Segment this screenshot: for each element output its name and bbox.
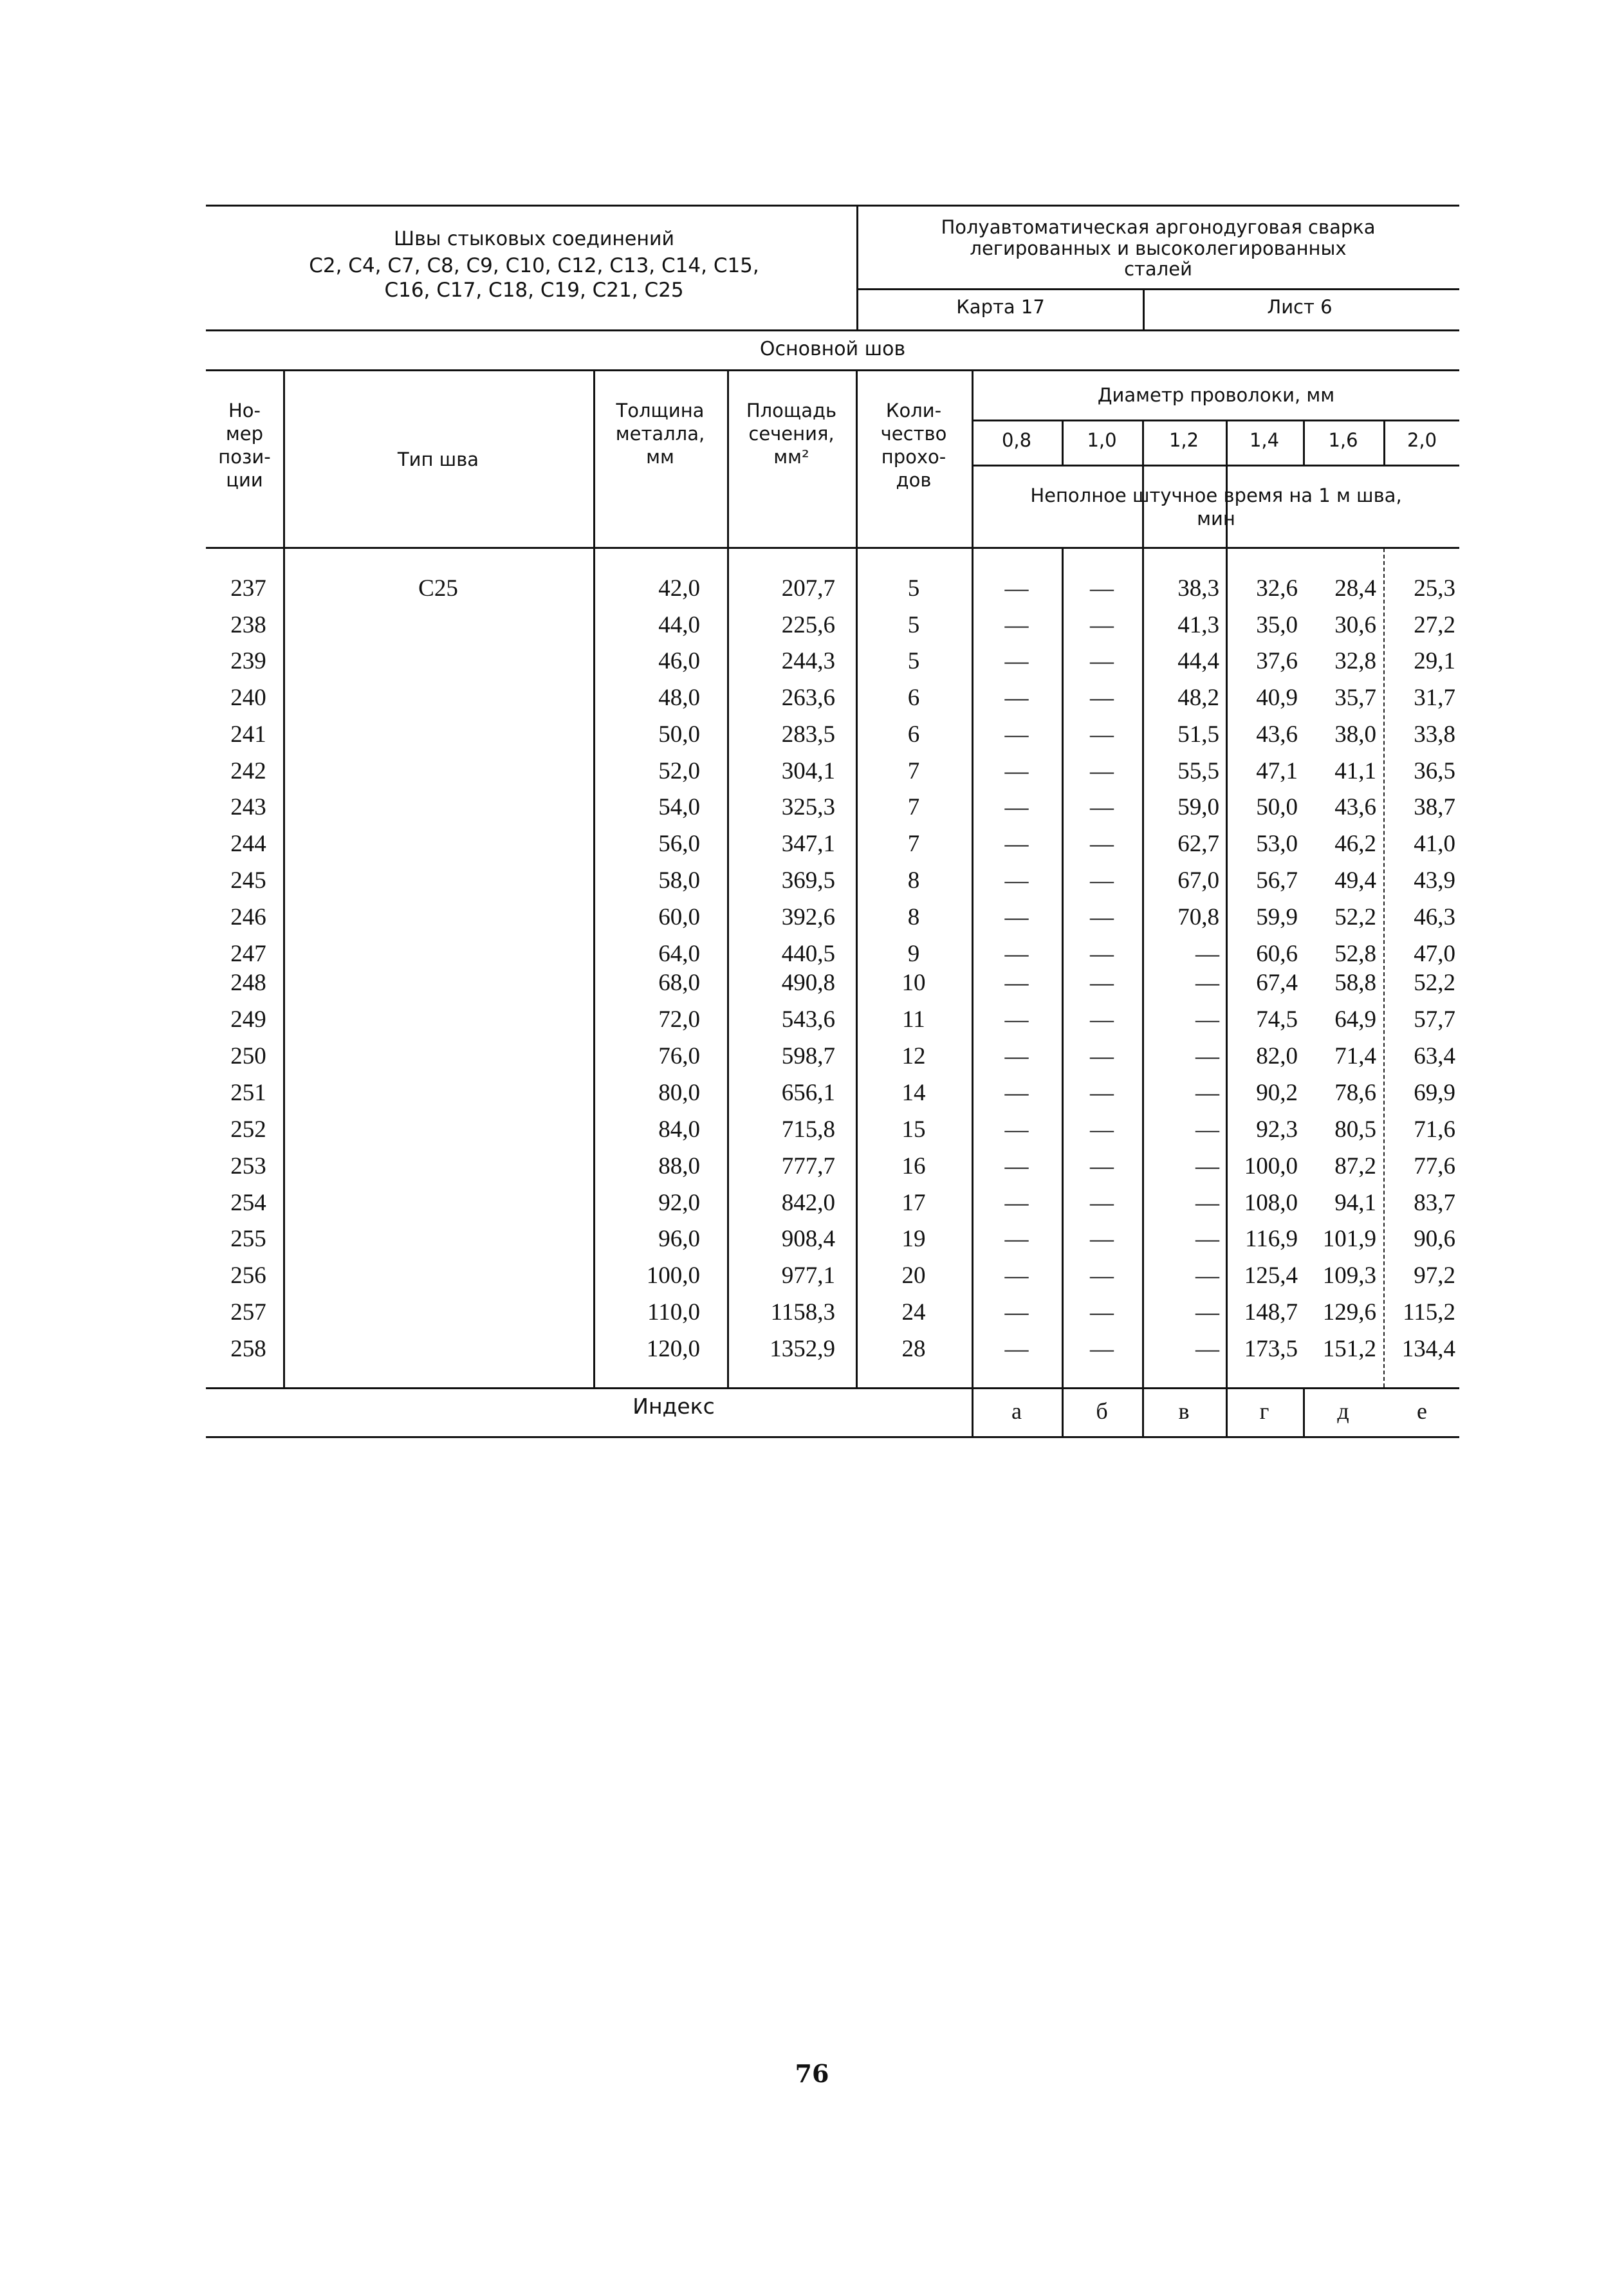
row-time-cell: — bbox=[1004, 721, 1029, 748]
row-time-cell: 33,8 bbox=[1414, 721, 1455, 748]
index-letter: г bbox=[1259, 1398, 1269, 1424]
passes-header: Коли- чество прохо- дов bbox=[880, 400, 947, 491]
seam-type-header: Тип шва bbox=[397, 448, 479, 470]
row-time-cell: — bbox=[1004, 867, 1029, 894]
row-position: 244 bbox=[230, 831, 266, 857]
row-time-cell: 38,3 bbox=[1177, 575, 1219, 602]
col-divider-type bbox=[593, 371, 595, 1387]
row-time-cell: — bbox=[1004, 1262, 1029, 1289]
row-time-cell: 59,0 bbox=[1177, 794, 1219, 820]
row-area: 1158,3 bbox=[770, 1299, 835, 1325]
row-position: 254 bbox=[230, 1190, 266, 1216]
row-time-cell: 44,4 bbox=[1177, 648, 1219, 674]
row-time-cell: 43,9 bbox=[1414, 867, 1455, 894]
row-passes: 5 bbox=[907, 575, 920, 602]
header-right-line3: сталей bbox=[1124, 258, 1192, 280]
table-bottom-rule bbox=[206, 1387, 1459, 1389]
row-time-cell: 108,0 bbox=[1244, 1190, 1298, 1216]
row-passes: 12 bbox=[901, 1043, 926, 1069]
row-time-cell: 62,7 bbox=[1177, 831, 1219, 857]
row-time-cell: — bbox=[1090, 794, 1114, 820]
row-position: 258 bbox=[230, 1336, 266, 1362]
row-time-cell: 116,9 bbox=[1245, 1226, 1298, 1252]
row-time-cell: 47,0 bbox=[1414, 941, 1455, 967]
card-number: Карта 17 bbox=[956, 296, 1045, 318]
row-time-cell: — bbox=[1004, 1336, 1029, 1362]
row-time-cell: 41,3 bbox=[1177, 612, 1219, 638]
row-area: 263,6 bbox=[781, 685, 835, 711]
row-thickness: 96,0 bbox=[658, 1226, 700, 1252]
row-time-cell: — bbox=[1195, 970, 1219, 996]
dia-2-0: 2,0 bbox=[1407, 429, 1437, 451]
row-position: 251 bbox=[230, 1080, 266, 1106]
row-time-cell: 29,1 bbox=[1414, 648, 1455, 674]
row-time-cell: — bbox=[1090, 941, 1114, 967]
row-time-cell: 55,5 bbox=[1177, 758, 1219, 784]
row-thickness: 56,0 bbox=[658, 831, 700, 857]
row-passes: 5 bbox=[907, 612, 920, 638]
row-time-cell: — bbox=[1090, 1336, 1114, 1362]
row-time-cell: 37,6 bbox=[1256, 648, 1298, 674]
row-position: 246 bbox=[230, 904, 266, 930]
row-time-cell: 51,5 bbox=[1177, 721, 1219, 748]
row-time-cell: 35,7 bbox=[1334, 685, 1376, 711]
row-area: 369,5 bbox=[781, 867, 835, 894]
row-area: 598,7 bbox=[781, 1043, 835, 1069]
row-thickness: 52,0 bbox=[658, 758, 700, 784]
diameter-rule bbox=[972, 420, 1459, 421]
row-time-cell: 50,0 bbox=[1256, 794, 1298, 820]
dia-0-8: 0,8 bbox=[1001, 429, 1032, 451]
row-passes: 8 bbox=[907, 867, 920, 894]
row-passes: 10 bbox=[901, 970, 926, 996]
row-time-cell: — bbox=[1004, 970, 1029, 996]
row-time-cell: — bbox=[1004, 758, 1029, 784]
row-time-cell: — bbox=[1195, 1299, 1219, 1325]
row-time-cell: — bbox=[1004, 575, 1029, 602]
dia-1-4: 1,4 bbox=[1249, 429, 1280, 451]
row-time-cell: — bbox=[1195, 1153, 1219, 1179]
row-thickness: 58,0 bbox=[658, 867, 700, 894]
row-thickness: 88,0 bbox=[658, 1153, 700, 1179]
row-time-cell: 46,2 bbox=[1334, 831, 1376, 857]
row-time-cell: 57,7 bbox=[1414, 1006, 1455, 1033]
row-area: 244,3 bbox=[781, 648, 835, 674]
row-time-cell: 28,4 bbox=[1334, 575, 1376, 602]
row-time-cell: — bbox=[1004, 1043, 1029, 1069]
row-position: 242 bbox=[230, 758, 266, 784]
row-passes: 19 bbox=[901, 1226, 926, 1252]
row-position: 249 bbox=[230, 1006, 266, 1033]
row-time-cell: — bbox=[1195, 1043, 1219, 1069]
row-time-cell: 77,6 bbox=[1414, 1153, 1455, 1179]
row-time-cell: — bbox=[1004, 1006, 1029, 1033]
row-time-cell: — bbox=[1004, 1190, 1029, 1216]
row-time-cell: 25,3 bbox=[1414, 575, 1455, 602]
row-time-cell: — bbox=[1004, 1116, 1029, 1143]
row-time-cell: 109,3 bbox=[1322, 1262, 1376, 1289]
row-time-cell: 59,9 bbox=[1256, 904, 1298, 930]
dia-1-2: 1,2 bbox=[1168, 429, 1199, 451]
row-time-cell: — bbox=[1195, 1116, 1219, 1143]
header-card-divider bbox=[1143, 290, 1145, 329]
row-time-cell: — bbox=[1004, 612, 1029, 638]
row-time-cell: 58,8 bbox=[1334, 970, 1376, 996]
row-time-cell: — bbox=[1004, 1226, 1029, 1252]
position-header: Но- мер пози- ции bbox=[218, 400, 271, 491]
row-time-cell: 134,4 bbox=[1401, 1336, 1455, 1362]
row-thickness: 42,0 bbox=[658, 575, 700, 602]
thickness-header: Толщина металла, мм bbox=[615, 400, 705, 468]
row-time-cell: 100,0 bbox=[1244, 1153, 1298, 1179]
header-left-line2: С2, С4, С7, С8, С9, С10, С12, С13, С14, С15, bbox=[309, 254, 759, 277]
header-divider bbox=[856, 206, 858, 329]
row-position: 243 bbox=[230, 794, 266, 820]
row-time-cell: — bbox=[1195, 1336, 1219, 1362]
header-card-rule bbox=[856, 288, 1459, 290]
row-passes: 28 bbox=[901, 1336, 926, 1362]
row-time-cell: — bbox=[1090, 1006, 1114, 1033]
row-time-cell: 56,7 bbox=[1256, 867, 1298, 894]
row-area: 777,7 bbox=[781, 1153, 835, 1179]
row-time-cell: — bbox=[1090, 612, 1114, 638]
row-time-cell: — bbox=[1090, 1190, 1114, 1216]
row-time-cell: — bbox=[1195, 1080, 1219, 1106]
row-time-cell: — bbox=[1090, 1262, 1114, 1289]
index-label: Индекс bbox=[632, 1394, 715, 1419]
row-thickness: 100,0 bbox=[646, 1262, 700, 1289]
time-rule bbox=[972, 465, 1459, 466]
row-time-cell: — bbox=[1195, 1262, 1219, 1289]
row-area: 225,6 bbox=[781, 612, 835, 638]
row-time-cell: 63,4 bbox=[1414, 1043, 1455, 1069]
row-time-cell: 71,6 bbox=[1414, 1116, 1455, 1143]
row-thickness: 110,0 bbox=[647, 1299, 700, 1325]
row-thickness: 80,0 bbox=[658, 1080, 700, 1106]
row-time-cell: 64,9 bbox=[1334, 1006, 1376, 1033]
row-time-cell: 94,1 bbox=[1334, 1190, 1376, 1216]
row-time-cell: 49,4 bbox=[1334, 867, 1376, 894]
row-time-cell: — bbox=[1090, 904, 1114, 930]
row-passes: 15 bbox=[901, 1116, 926, 1143]
index-letter: д bbox=[1337, 1398, 1349, 1424]
row-passes: 7 bbox=[907, 794, 920, 820]
row-position: 239 bbox=[230, 648, 266, 674]
row-area: 715,8 bbox=[781, 1116, 835, 1143]
time-header: Неполное штучное время на 1 м шва, мин bbox=[1030, 485, 1402, 530]
row-passes: 7 bbox=[907, 831, 920, 857]
row-time-cell: 41,0 bbox=[1414, 831, 1455, 857]
row-passes: 16 bbox=[901, 1153, 926, 1179]
row-time-cell: 74,5 bbox=[1256, 1006, 1298, 1033]
row-time-cell: — bbox=[1195, 941, 1219, 967]
row-time-cell: 60,6 bbox=[1256, 941, 1298, 967]
row-passes: 14 bbox=[901, 1080, 926, 1106]
row-time-cell: 90,6 bbox=[1414, 1226, 1455, 1252]
row-time-cell: — bbox=[1004, 685, 1029, 711]
index-letter: в bbox=[1178, 1398, 1190, 1424]
row-time-cell: 97,2 bbox=[1414, 1262, 1455, 1289]
row-passes: 5 bbox=[907, 648, 920, 674]
row-time-cell: — bbox=[1004, 1153, 1029, 1179]
row-passes: 6 bbox=[907, 685, 920, 711]
page-number: 76 bbox=[795, 2059, 829, 2088]
row-thickness: 72,0 bbox=[658, 1006, 700, 1033]
row-time-cell: — bbox=[1195, 1190, 1219, 1216]
row-area: 304,1 bbox=[781, 758, 835, 784]
row-thickness: 76,0 bbox=[658, 1043, 700, 1069]
row-time-cell: 92,3 bbox=[1256, 1116, 1298, 1143]
row-time-cell: — bbox=[1195, 1226, 1219, 1252]
row-time-cell: 71,4 bbox=[1334, 1043, 1376, 1069]
row-time-cell: 67,4 bbox=[1256, 970, 1298, 996]
row-time-cell: 53,0 bbox=[1256, 831, 1298, 857]
row-passes: 17 bbox=[901, 1190, 926, 1216]
row-time-cell: — bbox=[1090, 1153, 1114, 1179]
row-thickness: 46,0 bbox=[658, 648, 700, 674]
header-left-line3: С16, С17, С18, С19, С21, С25 bbox=[384, 279, 684, 302]
row-passes: 6 bbox=[907, 721, 920, 748]
row-time-cell: 129,6 bbox=[1322, 1299, 1376, 1325]
row-thickness: 54,0 bbox=[658, 794, 700, 820]
row-time-cell: 32,8 bbox=[1334, 648, 1376, 674]
row-position: 252 bbox=[230, 1116, 266, 1143]
row-time-cell: 35,0 bbox=[1256, 612, 1298, 638]
row-time-cell: — bbox=[1195, 1006, 1219, 1033]
row-thickness: 60,0 bbox=[658, 904, 700, 930]
row-thickness: 44,0 bbox=[658, 612, 700, 638]
row-area: 543,6 bbox=[781, 1006, 835, 1033]
row-time-cell: 38,7 bbox=[1414, 794, 1455, 820]
index-bottom-rule bbox=[206, 1436, 1459, 1438]
row-passes: 8 bbox=[907, 904, 920, 930]
row-time-cell: 125,4 bbox=[1244, 1262, 1298, 1289]
row-area: 392,6 bbox=[781, 904, 835, 930]
row-time-cell: 40,9 bbox=[1256, 685, 1298, 711]
row-time-cell: 80,5 bbox=[1334, 1116, 1376, 1143]
dia-1-6: 1,6 bbox=[1328, 429, 1358, 451]
header-left-title: Швы стыковых соединений bbox=[394, 228, 674, 250]
row-area: 283,5 bbox=[781, 721, 835, 748]
row-time-cell: 151,2 bbox=[1322, 1336, 1376, 1362]
row-time-cell: 90,2 bbox=[1256, 1080, 1298, 1106]
row-time-cell: 148,7 bbox=[1244, 1299, 1298, 1325]
row-time-cell: 83,7 bbox=[1414, 1190, 1455, 1216]
row-position: 255 bbox=[230, 1226, 266, 1252]
sheet-number: Лист 6 bbox=[1267, 296, 1333, 318]
row-time-cell: — bbox=[1090, 1299, 1114, 1325]
diameter-header: Диаметр проволоки, мм bbox=[1097, 384, 1335, 406]
row-time-cell: — bbox=[1090, 685, 1114, 711]
row-position: 237 bbox=[230, 575, 266, 602]
row-time-cell: 47,1 bbox=[1256, 758, 1298, 784]
header-top-rule bbox=[206, 205, 1459, 207]
row-passes: 24 bbox=[901, 1299, 926, 1325]
row-time-cell: — bbox=[1090, 970, 1114, 996]
table-top-rule bbox=[206, 369, 1459, 371]
row-thickness: 48,0 bbox=[658, 685, 700, 711]
row-time-cell: 27,2 bbox=[1414, 612, 1455, 638]
row-time-cell: 46,3 bbox=[1414, 904, 1455, 930]
row-position: 247 bbox=[230, 941, 266, 967]
row-time-cell: 52,2 bbox=[1414, 970, 1455, 996]
header-body-rule bbox=[206, 547, 1459, 549]
row-position: 250 bbox=[230, 1043, 266, 1069]
row-time-cell: — bbox=[1004, 1299, 1029, 1325]
row-area: 207,7 bbox=[781, 575, 835, 602]
row-area: 1352,9 bbox=[770, 1336, 835, 1362]
dia-1-0: 1,0 bbox=[1087, 429, 1117, 451]
row-time-cell: 82,0 bbox=[1256, 1043, 1298, 1069]
row-passes: 7 bbox=[907, 758, 920, 784]
row-time-cell: — bbox=[1004, 794, 1029, 820]
row-time-cell: 31,7 bbox=[1414, 685, 1455, 711]
row-time-cell: 67,0 bbox=[1177, 867, 1219, 894]
row-position: 253 bbox=[230, 1153, 266, 1179]
row-time-cell: 43,6 bbox=[1334, 794, 1376, 820]
row-area: 325,3 bbox=[781, 794, 835, 820]
row-time-cell: — bbox=[1004, 904, 1029, 930]
row-thickness: 92,0 bbox=[658, 1190, 700, 1216]
row-time-cell: 38,0 bbox=[1334, 721, 1376, 748]
row-time-cell: — bbox=[1004, 1080, 1029, 1106]
row-area: 440,5 bbox=[781, 941, 835, 967]
row-thickness: 84,0 bbox=[658, 1116, 700, 1143]
row-position: 257 bbox=[230, 1299, 266, 1325]
row-time-cell: — bbox=[1090, 575, 1114, 602]
row-position: 240 bbox=[230, 685, 266, 711]
row-passes: 9 bbox=[907, 941, 920, 967]
row-area: 656,1 bbox=[781, 1080, 835, 1106]
row-time-cell: — bbox=[1090, 758, 1114, 784]
row-area: 490,8 bbox=[781, 970, 835, 996]
row-time-cell: — bbox=[1090, 1116, 1114, 1143]
row-time-cell: 101,9 bbox=[1322, 1226, 1376, 1252]
row-time-cell: 70,8 bbox=[1177, 904, 1219, 930]
row-position: 248 bbox=[230, 970, 266, 996]
row-time-cell: — bbox=[1090, 1043, 1114, 1069]
section-title: Основной шов bbox=[759, 338, 906, 360]
row-position: 256 bbox=[230, 1262, 266, 1289]
row-time-cell: — bbox=[1090, 1080, 1114, 1106]
row-position: 238 bbox=[230, 612, 266, 638]
row-position: 245 bbox=[230, 867, 266, 894]
row-passes: 20 bbox=[901, 1262, 926, 1289]
row-thickness: 68,0 bbox=[658, 970, 700, 996]
header-right-line2: легированных и высоколегированных bbox=[970, 237, 1347, 259]
row-time-cell: 87,2 bbox=[1334, 1153, 1376, 1179]
row-time-cell: — bbox=[1090, 867, 1114, 894]
row-area: 842,0 bbox=[781, 1190, 835, 1216]
row-area: 908,4 bbox=[781, 1226, 835, 1252]
row-area: 347,1 bbox=[781, 831, 835, 857]
row-time-cell: 41,1 bbox=[1334, 758, 1376, 784]
area-header: Площадь сечения, мм² bbox=[746, 400, 837, 468]
row-time-cell: — bbox=[1090, 831, 1114, 857]
row-position: 241 bbox=[230, 721, 266, 748]
col-divider-thickness bbox=[727, 371, 729, 1387]
row-time-cell: — bbox=[1090, 1226, 1114, 1252]
index-letter: е bbox=[1417, 1398, 1427, 1424]
index-letter: а bbox=[1011, 1398, 1022, 1424]
row-time-cell: 173,5 bbox=[1244, 1336, 1298, 1362]
seam-type-cell: С25 bbox=[418, 575, 458, 602]
row-thickness: 50,0 bbox=[658, 721, 700, 748]
row-time-cell: 48,2 bbox=[1177, 685, 1219, 711]
row-time-cell: 52,2 bbox=[1334, 904, 1376, 930]
header-bottom-rule bbox=[206, 329, 1459, 331]
row-time-cell: 32,6 bbox=[1256, 575, 1298, 602]
row-time-cell: — bbox=[1090, 721, 1114, 748]
row-area: 977,1 bbox=[781, 1262, 835, 1289]
row-passes: 11 bbox=[902, 1006, 925, 1033]
index-letter: б bbox=[1096, 1398, 1108, 1424]
row-time-cell: 43,6 bbox=[1256, 721, 1298, 748]
row-thickness: 64,0 bbox=[658, 941, 700, 967]
row-time-cell: 115,2 bbox=[1403, 1299, 1455, 1325]
row-time-cell: 36,5 bbox=[1414, 758, 1455, 784]
row-time-cell: — bbox=[1004, 648, 1029, 674]
row-time-cell: — bbox=[1004, 941, 1029, 967]
row-time-cell: 78,6 bbox=[1334, 1080, 1376, 1106]
header-right-line1: Полуавтоматическая аргонодуговая сварка bbox=[941, 216, 1376, 238]
row-thickness: 120,0 bbox=[646, 1336, 700, 1362]
row-time-cell: 52,8 bbox=[1334, 941, 1376, 967]
row-time-cell: — bbox=[1004, 831, 1029, 857]
row-time-cell: — bbox=[1090, 648, 1114, 674]
row-time-cell: 30,6 bbox=[1334, 612, 1376, 638]
row-time-cell: 69,9 bbox=[1414, 1080, 1455, 1106]
